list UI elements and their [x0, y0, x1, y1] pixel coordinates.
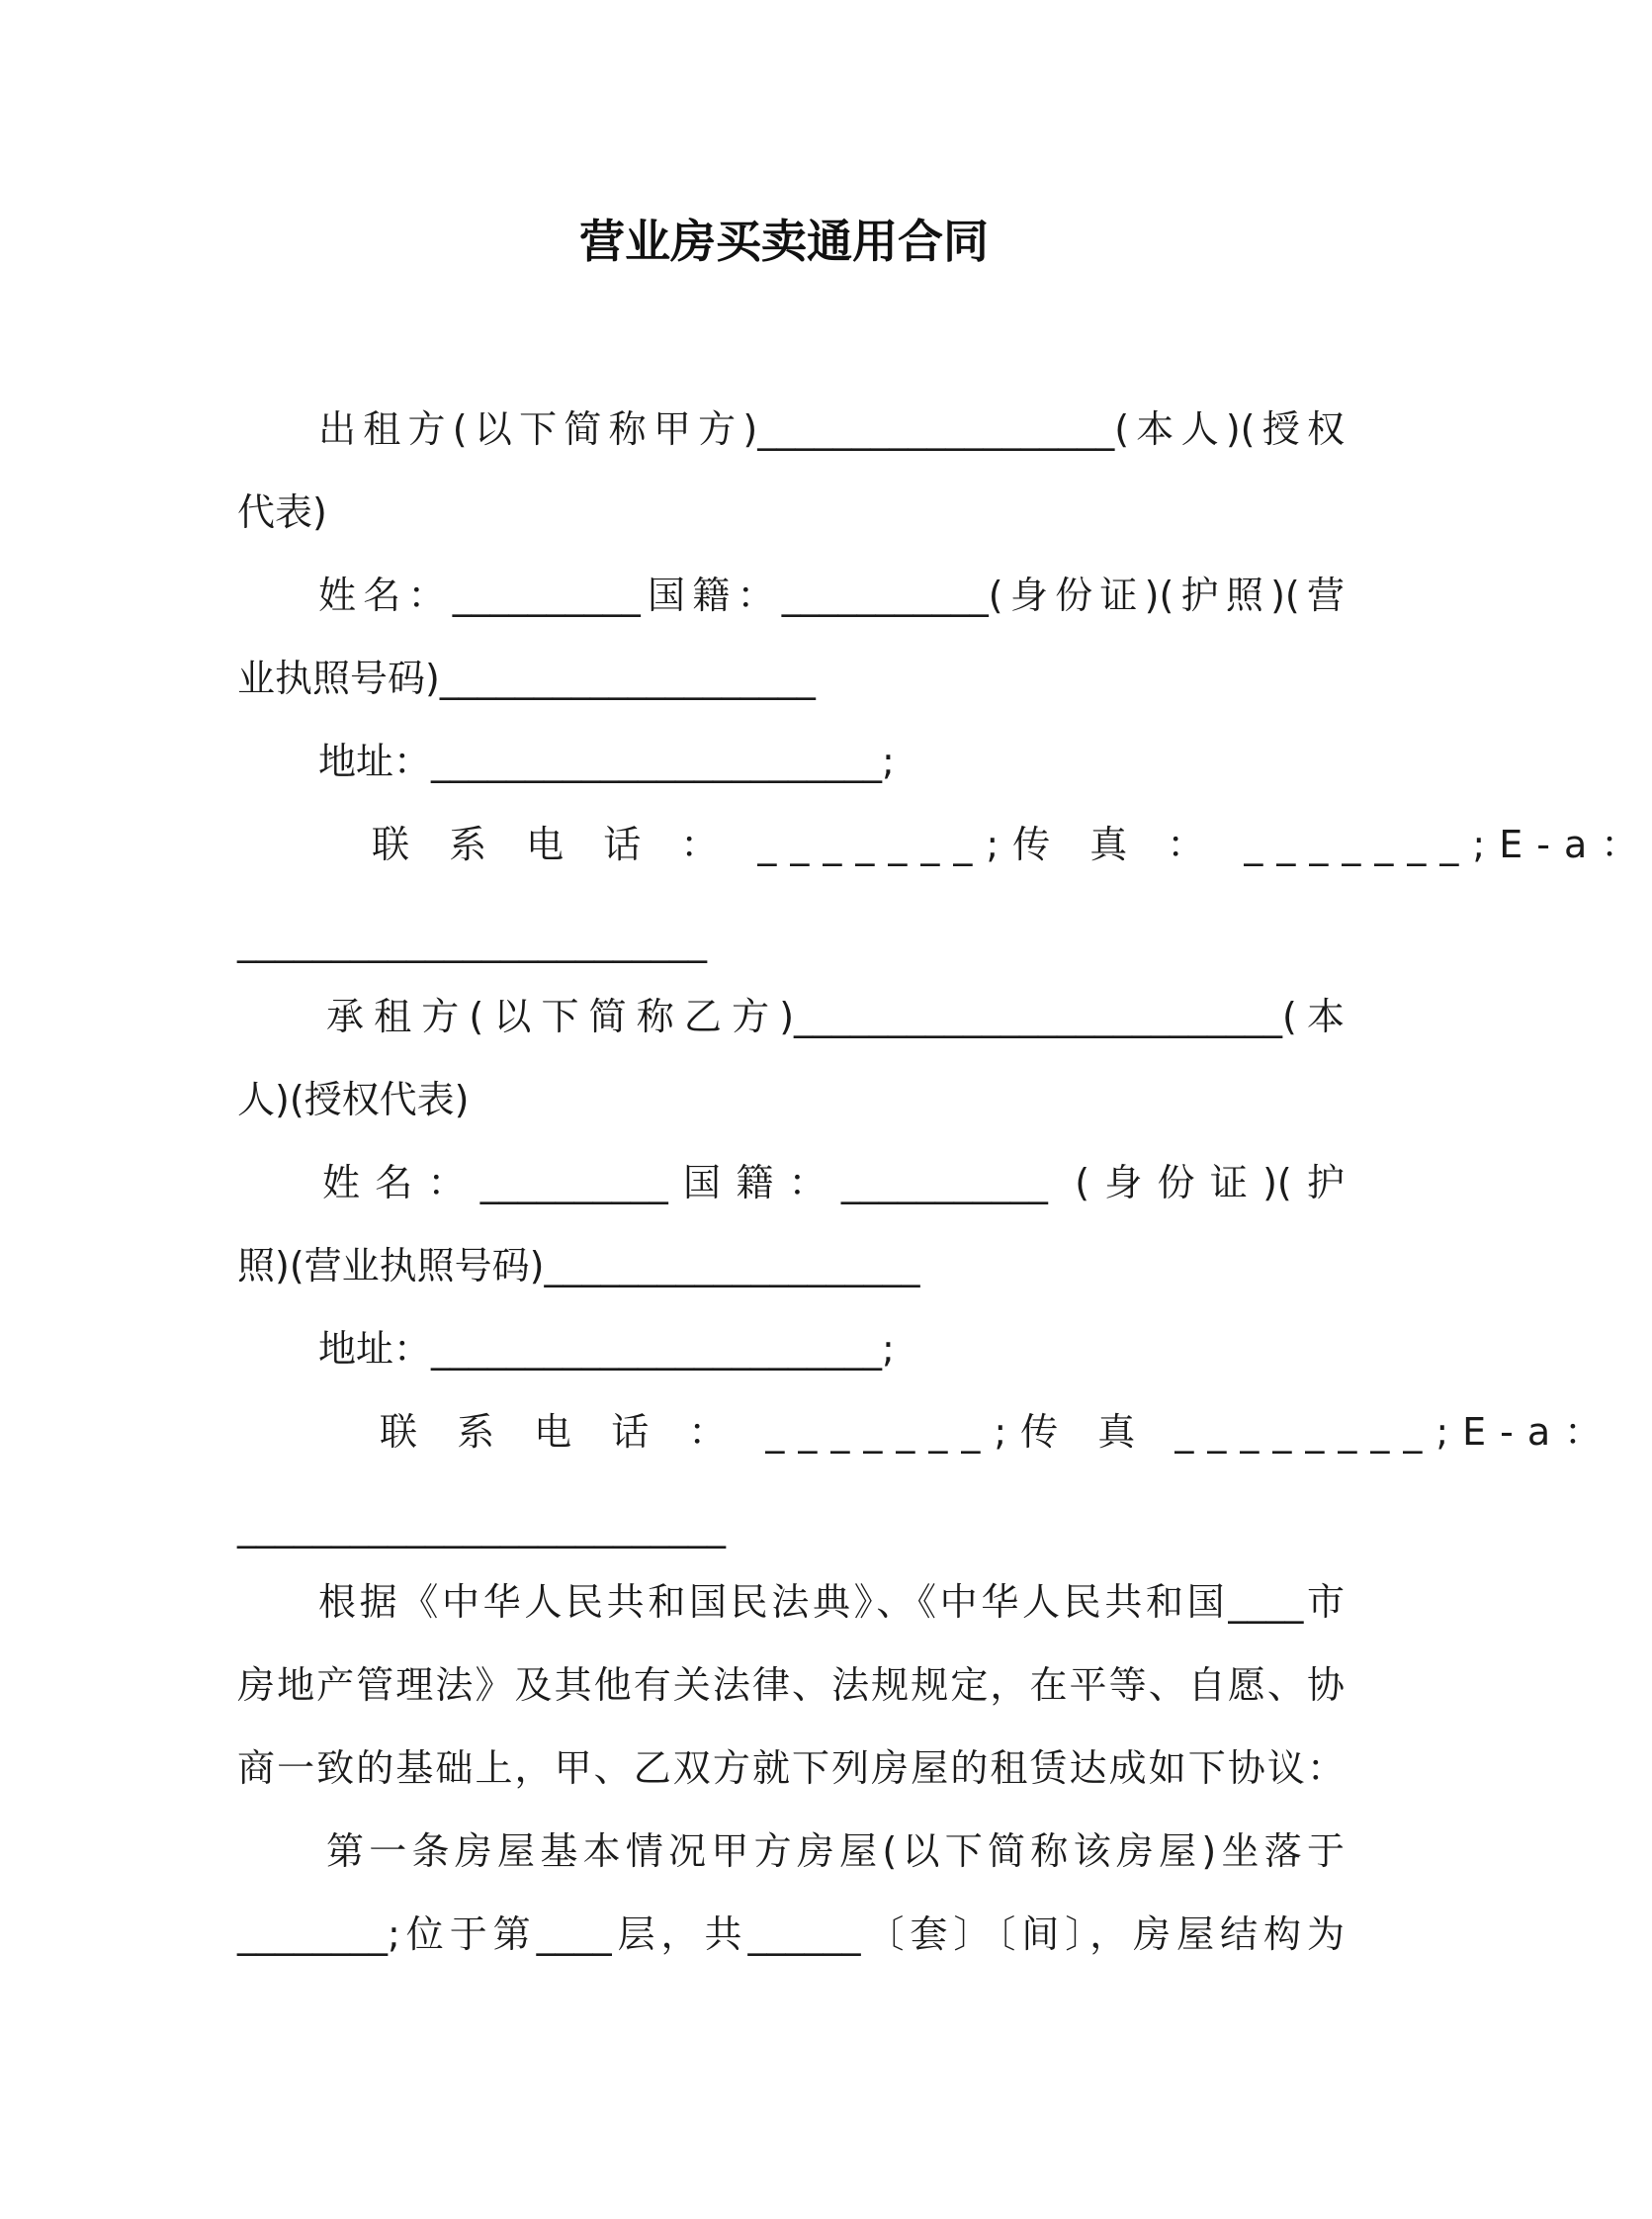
lessor-line: 出租方(以下简称甲方)___________________(本人)(授权: [318, 407, 1345, 451]
lessee-contact: 联 系 电 话 ： _______;传 真 ________;E-a：: [380, 1410, 1616, 1454]
lessee-license-number: 照)(营业执照号码)____________________: [237, 1244, 920, 1287]
basis-paragraph-line-2: 房地产管理法》及其他有关法律、法规规定，在平等、自愿、协: [237, 1663, 1345, 1707]
basis-paragraph-line-3: 商一致的基础上，甲、乙双方就下列房屋的租赁达成如下协议：: [237, 1746, 1345, 1790]
lessor-name-nationality: 姓名：__________国籍：___________(身份证)(护照)(营: [318, 574, 1345, 617]
lessor-contact: 联 系 电 话 ： _______;传 真 ： _______;E-a：: [372, 823, 1652, 866]
lessee-line: 承租方(以下简称乙方)__________________________(本: [326, 995, 1345, 1038]
lessor-license-number: 业执照号码)____________________: [237, 657, 816, 700]
lessee-address: 地址：________________________;: [318, 1327, 895, 1371]
lessor-line-cont: 代表): [237, 490, 327, 534]
lessee-email-blank: __________________________: [237, 1505, 726, 1549]
lessor-email-blank: _________________________: [237, 920, 707, 963]
lessor-address: 地址：________________________;: [318, 740, 895, 783]
lessee-line-cont: 人)(授权代表): [237, 1078, 470, 1121]
document-title: 营业房买卖通用合同: [579, 215, 989, 268]
article-1-line-1: 第一条房屋基本情况甲方房屋(以下简称该房屋)坐落于: [326, 1829, 1345, 1873]
article-1-line-2: ________;位于第____层，共______〔套〕〔间〕，房屋结构为: [237, 1912, 1345, 1956]
lessee-name-nationality: 姓名：__________国籍：___________ (身份证)(护: [322, 1161, 1345, 1204]
basis-paragraph-line-1: 根据《中华人民共和国民法典》、《中华人民共和国____市: [318, 1580, 1345, 1624]
